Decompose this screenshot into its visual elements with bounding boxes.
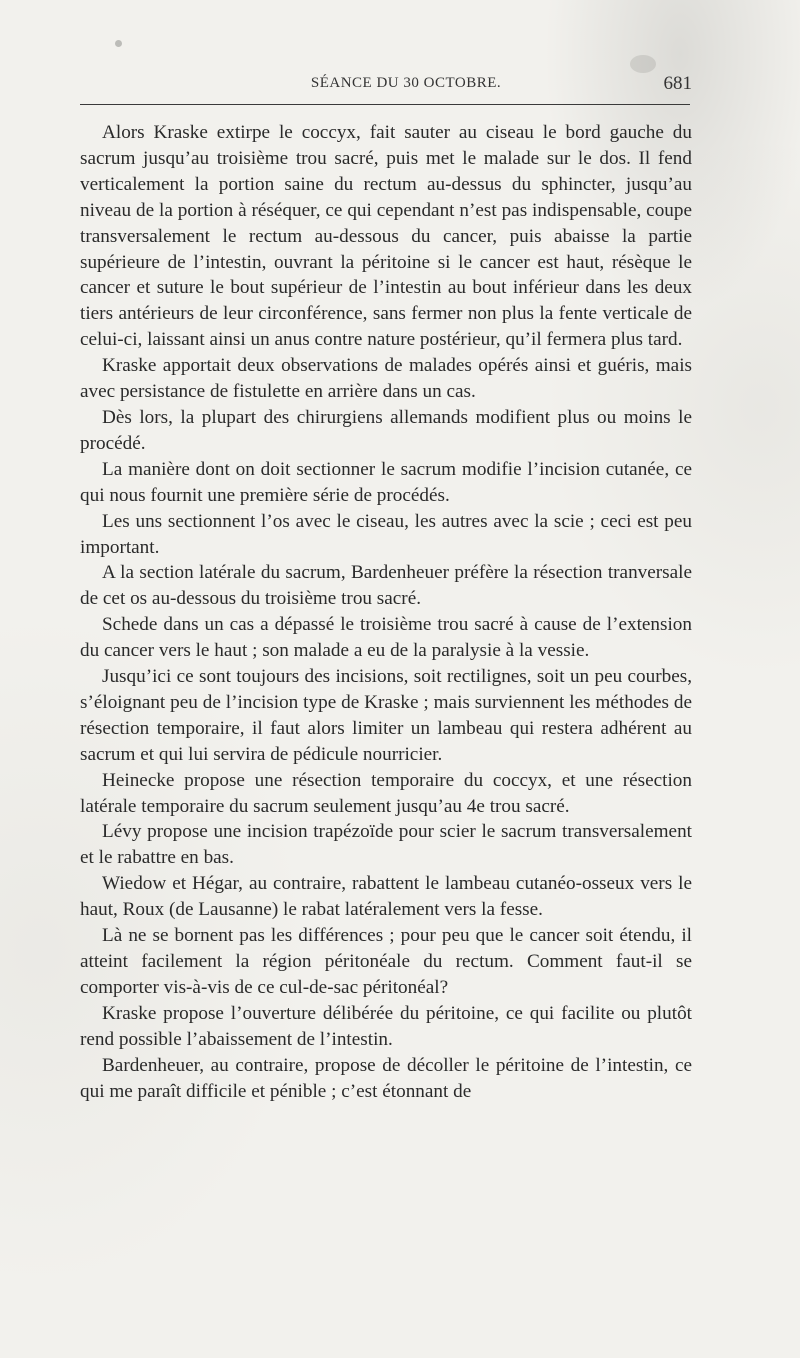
ink-smudge [630,55,656,73]
paragraph: Dès lors, la plupart des chirurgiens allemands modifient plus ou moins le procédé. [80,406,692,454]
body-text [80,120,692,1104]
paragraph: Schede dans un cas a dépassé le troisième trou sacré à cause de l’extension du cancer vers le haut ; son malade a eu de la paralysie à la vessie. [80,614,692,662]
paragraph: A la section latérale du sacrum, Bardenheuer préfère la résection tranversale de cet os au-dessous du troisième trou sacré. [80,562,692,610]
paragraph: Lévy propose une incision trapézoïde pour scier le sacrum transversalement et le rabattre en bas. [80,821,692,869]
paragraph: Les uns sectionnent l’os avec le ciseau, les autres avec la scie ; ceci est peu important. [80,510,692,558]
paragraph: Jusqu’ici ce sont toujours des incisions, soit rectilignes, soit un peu courbes, s’éloignant peu de l’incision type de Kraske ; mais surviennent les méthodes de résection temporaire, il faut alors limiter un lambeau qui restera adhérent au sacrum et qui lui servira de pédicule nourricier. [80,666,692,765]
ink-smudge [115,40,122,47]
running-head [80,73,692,99]
paragraph: Là ne se bornent pas les différences ; pour peu que le cancer soit étendu, il atteint facilement la région péritonéale du rectum. Comment faut-il se comporter vis-à-vis de ce cul-de-sac péritonéal? [80,925,692,998]
paragraph: Wiedow et Hégar, au contraire, rabattent le lambeau cutanéo-osseux vers le haut, Roux (de Lausanne) le rabat latéralement vers la fesse. [80,873,692,921]
paragraph: Bardenheuer, au contraire, propose de décoller le péritoine de l’intestin, ce qui me paraît difficile et pénible ; c’est étonnant de [80,1054,692,1102]
paragraph: Alors Kraske extirpe le coccyx, fait sauter au ciseau le bord gauche du sacrum jusqu’au troisième trou sacré, puis met le malade sur le dos. Il fend verticalement la portion saine du rectum au-dessus du sphincter, jusqu’au niveau de la portion à réséquer, ce qui cependant n’est pas indispensable, coupe transversalement le rectum au-dessous du cancer, puis abaisse la partie supérieure de l’intestin, ouvrant la péritoine si le cancer est haut, résèque le cancer et suture le bout supérieur de l’intestin au bout inférieur dans les deux tiers antérieurs de leur circonférence, sans fermer non plus la fente verticale de celui-ci, laissant ainsi un anus contre nature postérieur, qu’il fermera plus tard. [80,122,692,351]
paragraph: La manière dont on doit sectionner le sacrum modifie l’incision cutanée, ce qui nous fournit une première série de procédés. [80,458,692,506]
header-rule [80,104,690,105]
paragraph: Kraske apportait deux observations de malades opérés ainsi et guéris, mais avec persistance de fistulette en arrière dans un cas. [80,355,692,403]
running-title: SÉANCE DU 30 OCTOBRE. [310,75,502,91]
paragraph: Heinecke propose une résection temporaire du coccyx, et une résection latérale temporaire du sacrum seulement jusqu’au 4e trou sacré. [80,769,692,817]
page-number: 681 [663,73,692,94]
paragraph: Kraske propose l’ouverture délibérée du péritoine, ce qui facilite ou plutôt rend possible l’abaissement de l’intestin. [80,1002,692,1050]
